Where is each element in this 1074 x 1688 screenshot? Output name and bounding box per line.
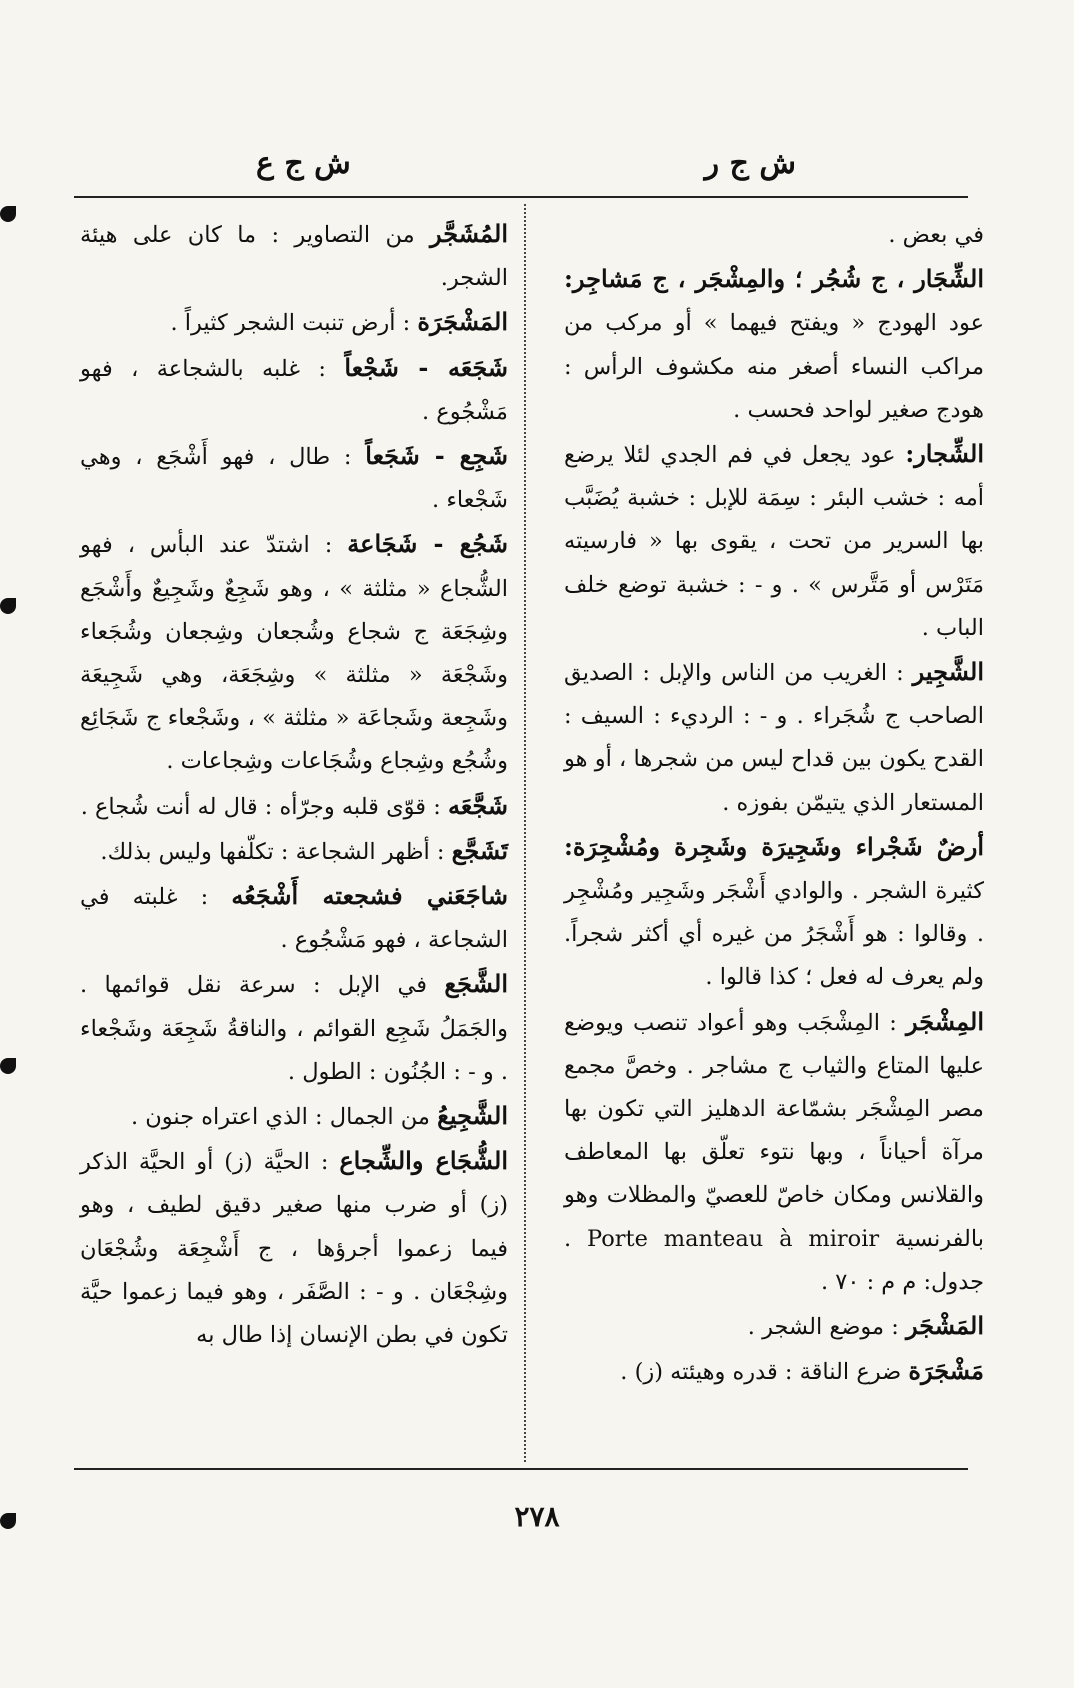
entry-headword: شَجِع - شَجَعاً bbox=[365, 441, 509, 471]
dictionary-entry bbox=[80, 1139, 508, 1357]
margin-tab-marker bbox=[0, 1058, 16, 1074]
entry-definition: عود الهودج « ويفتح فيهما » أو مركب من مراكب النساء أصغر منه مكشوف الرأس : هودج صغير لواحد فحسب . bbox=[564, 310, 984, 423]
dictionary-entry bbox=[80, 874, 508, 962]
entry-headword: شَجُع - شَجَاعة bbox=[347, 529, 508, 559]
entry-headword: المِشْجَر bbox=[906, 1006, 984, 1036]
entry-headword: شَجَّعَه bbox=[447, 790, 508, 820]
entry-headword: أرضٌ شَجْراء وشَجِيرَة وشَجِرة ومُشْجِرَة: bbox=[564, 831, 984, 861]
entry-headword: الشِّجار: bbox=[905, 439, 985, 469]
entry-headword: مَشْجَرَة bbox=[908, 1356, 984, 1386]
entry-definition: كثيرة الشجر . والوادي أَشْجَر وشَجِير ومُشْجِر . وقالوا : هو أَشْجَرُ من غيره أي أكثر شجراً. ولم يعرف له فعل ؛ كذا قالوا . bbox=[564, 878, 984, 991]
dictionary-entry bbox=[564, 432, 984, 650]
dictionary-entry bbox=[564, 1304, 984, 1349]
entry-definition: : أرض تنبت الشجر كثيراً . bbox=[170, 310, 411, 337]
entry-definition: عود يجعل في فم الجدي لئلا يرضع أمه : خشب البئر : سِمَة للإبل : خشبة يُضَبَّب بها السرير من تحت ، يقوى بها « فارسيته مَتَرْس أو مَتَّرس » . و - : خشبة توضع خلف الباب . bbox=[564, 442, 984, 641]
entry-headword: الشُّجَاع والشِّجاع bbox=[339, 1146, 509, 1176]
entry-headword: المَشْجَر bbox=[906, 1311, 984, 1341]
entry-headword: الشِّجَار ، ج شُجُر ؛ والمِشْجَر ، ج مَشاجِر: bbox=[564, 264, 984, 294]
dictionary-entry bbox=[564, 650, 984, 825]
header-rule bbox=[74, 196, 968, 198]
dictionary-entry bbox=[80, 1094, 508, 1139]
entry-definition: : الحيَّة (ز) أو الحيَّة الذكر (ز) أو ضرب منها صغير دقيق لطيف ، وهو فيما زعموا أجرؤها ، ج أَشْجِعَة وشُجْعَان وشِجْعَان . و - : الصَّفَر ، وهو فيما زعموا حيَّة تكون في بطن الإنسان إذا طال به bbox=[80, 1149, 508, 1349]
entry-definition: في بعض . bbox=[888, 222, 984, 248]
entry-definition: ضرع الناقة : قدره وهيئته (ز) . bbox=[620, 1359, 902, 1386]
dictionary-entry bbox=[80, 522, 508, 783]
footer-rule bbox=[74, 1468, 968, 1470]
entry-headword: المَشْجَرَة bbox=[417, 307, 508, 337]
entry-definition: : المِشْجَب وهو أعواد تنصب ويوضع عليها المتاع والثياب ج مشاجر . وخصَّ مجمع مصر المِشْجَر بشمّاعة الدهليز التي تكون بها مرآة أحياناً ، وبها نتوء تعلّق بها المعاطف والقلانس ومكان خاصّ للعصيّ والمظلات وهو بالفرنسية Porte manteau à miroir . جدول: م م : ٧٠ . bbox=[564, 1009, 985, 1295]
entry-headword: الشَّجَع bbox=[444, 969, 508, 999]
entry-definition: : اشتدّ عند البأس ، فهو الشُّجاع « مثلثة » ، وهو شَجِعٌ وشَجِيعٌ وأَشْجَع وشِجَعَة ج شجاع وشُجعان وشِجعان وشُجَعاء وشَجْعَة « مثلثة » وشِجَعَة، وهي شَجِيعَة وشَجِعة وشَجاعَة « مثلثة » ، وشَجْعاء ج شَجَائِع وشُجُع وشِجاع وشُجَاعات وشِجاعات . bbox=[80, 532, 508, 775]
dictionary-entry bbox=[80, 300, 508, 345]
entry-definition: من التصاوير : ما كان على هيئة الشجر. bbox=[80, 222, 508, 292]
entry-definition: : أظهر الشجاعة : تكلّفها وليس بذلك. bbox=[100, 838, 445, 865]
page-header bbox=[76, 146, 976, 190]
dictionary-entry bbox=[564, 1349, 984, 1394]
left-column bbox=[80, 212, 508, 1357]
dictionary-entry bbox=[80, 434, 508, 522]
entry-definition: : موضع الشجر . bbox=[747, 1314, 899, 1341]
dictionary-entry bbox=[564, 825, 984, 1000]
dictionary-entry bbox=[80, 784, 508, 829]
margin-tab-marker bbox=[0, 1513, 16, 1529]
right-column bbox=[564, 212, 984, 1394]
header-root-right: ش ج ر bbox=[704, 146, 796, 181]
dictionary-entry bbox=[564, 1000, 984, 1304]
dictionary-entry bbox=[80, 829, 508, 874]
entry-definition: : غلبته في الشجاعة ، فهو مَشْجُوع . bbox=[80, 884, 508, 954]
entry-headword: الشَّجِيعُ bbox=[437, 1101, 508, 1131]
dictionary-entry bbox=[564, 257, 984, 432]
entry-definition: : قوّى قلبه وجرّأه : قال له أنت شُجاع . bbox=[80, 793, 441, 820]
entry-headword: شَجَعَه - شَجْعاً bbox=[344, 352, 508, 382]
dictionary-entry bbox=[80, 962, 508, 1094]
dictionary-entry bbox=[80, 212, 508, 300]
margin-tab-marker bbox=[0, 206, 16, 222]
entry-headword: الشَّجِير bbox=[912, 657, 984, 687]
margin-tab-marker bbox=[0, 598, 16, 614]
entry-definition: : الغريب من الناس والإبل : الصديق الصاحب ج شُجَراء . و - : الرديء : السيف : القدح يكون بين قداح ليس من شجرها ، أو هو المستعار الذي يتيمّن بفوزه . bbox=[564, 660, 984, 816]
column-divider bbox=[524, 204, 526, 1462]
page-number: ٢٧٨ bbox=[514, 1500, 560, 1533]
entry-definition: : غلبه بالشجاعة ، فهو مَشْجُوع . bbox=[80, 355, 508, 425]
dictionary-entry bbox=[564, 212, 984, 257]
header-root-left: ش ج ع bbox=[256, 146, 351, 181]
dictionary-entry bbox=[80, 346, 508, 434]
entry-headword: تَشَجَّع bbox=[451, 835, 508, 865]
entry-definition: : طال ، فهو أَشْجَع ، وهي شَجْعاء . bbox=[80, 444, 508, 514]
entry-definition: في الإبل : سرعة نقل قوائمها . والجَمَلُ شَجِع القوائم ، والناقةُ شَجِعَة وشَجْعاء . و - : الجُنُون : الطول . bbox=[80, 972, 508, 1085]
entry-definition: من الجمال : الذي اعتراه جنون . bbox=[130, 1104, 430, 1131]
entry-headword: شاجَعَني فشجعته أَشْجَعُه bbox=[231, 881, 508, 911]
entry-headword: المُشَجَّر bbox=[429, 219, 508, 248]
